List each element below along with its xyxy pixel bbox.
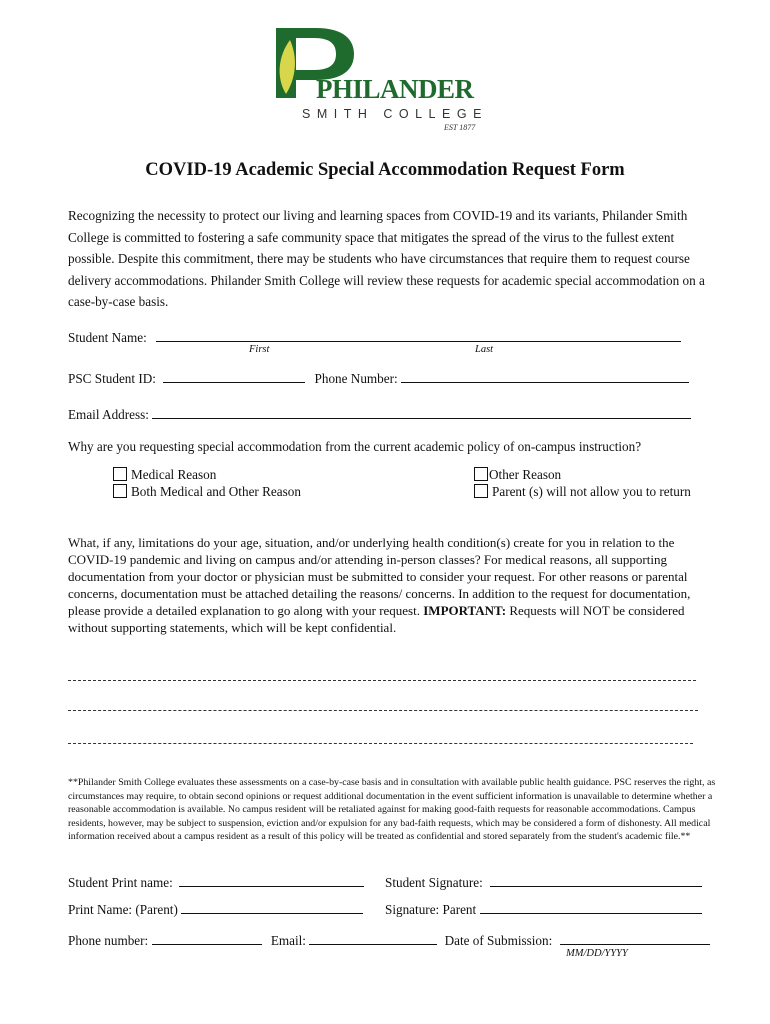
first-name-hint: First bbox=[249, 344, 270, 355]
medical-reason-option[interactable] bbox=[113, 467, 216, 483]
phone-label: Phone Number: bbox=[314, 371, 398, 386]
date-field[interactable] bbox=[560, 932, 710, 945]
important-text: Requests will NOT be considered without supporting statements, which will be kept confidential. bbox=[68, 603, 685, 635]
other-reason-label: Other Reason bbox=[489, 467, 562, 482]
date-format-hint: MM/DD/YYYY bbox=[566, 948, 628, 959]
student-signature-label: Student Signature: bbox=[385, 875, 483, 890]
both-reason-checkbox[interactable] bbox=[113, 484, 127, 498]
parent-reason-checkbox[interactable] bbox=[474, 484, 488, 498]
intro-paragraph: Recognizing the necessity to protect our living and learning spaces from COVID-19 and its variants, Philander Smith College is committed to fostering a safe community space that mitigates the spread of the virus to the fullest extent possible. Despite this commitment, there may be students who have circumstances that require them to request course delivery accommodations. Philander Smith College will review these requests for academic special accommodation on a case-by-case basis. bbox=[68, 208, 705, 309]
student-name-row bbox=[68, 328, 681, 346]
explanation-line-2[interactable] bbox=[68, 710, 698, 711]
email-field[interactable] bbox=[152, 405, 691, 419]
last-name-hint: Last bbox=[475, 344, 494, 355]
college-logo bbox=[272, 26, 512, 132]
id-phone-row bbox=[68, 369, 689, 387]
date-label: Date of Submission: bbox=[444, 933, 553, 948]
parent-reason-label: Parent (s) will not allow you to return bbox=[492, 484, 691, 499]
parent-signature-field[interactable] bbox=[480, 901, 702, 914]
medical-reason-label: Medical Reason bbox=[131, 467, 217, 482]
student-print-label: Student Print name: bbox=[68, 875, 173, 890]
parent-reason-option[interactable] bbox=[474, 484, 691, 500]
student-print-row bbox=[68, 874, 364, 891]
parent-print-label: Print Name: (Parent) bbox=[68, 902, 178, 917]
limitations-text: What, if any, limitations do your age, situation, and/or underlying health condition(s) create for you in relation to the COVID-19 pandemic and living on campus and/or attending in-person classes? For medical reasons, all supporting documentation from your doctor or physician must be submitted to consider your request. For other reasons or parental concerns, documentation must be attached detailing the reasons/ concerns. In addition to the request for documentation, please provide a detailed explanation to go along with your request. bbox=[68, 535, 691, 618]
phone2-field[interactable] bbox=[152, 932, 262, 945]
email2-field[interactable] bbox=[309, 932, 437, 945]
other-reason-checkbox[interactable] bbox=[474, 467, 488, 481]
student-signature-field[interactable] bbox=[490, 874, 702, 887]
both-reason-option[interactable] bbox=[113, 484, 301, 500]
phone-field[interactable] bbox=[401, 369, 689, 383]
email2-label: Email: bbox=[270, 933, 306, 948]
fine-print: **Philander Smith College evaluates these assessments on a case-by-case basis and in consultation with available public health guidance. PSC reserves the right, as circumstances may require, to obtain second opinions or request additional documentation in the event sufficient information is unavailable to determine whether a reasonable accommodation is available. No campus resident will be retaliated against for making good-faith requests for reasonable accommodations. Campus residents, however, may be subject to suspension, eviction and/or expulsion for any bad-faith requests, which may be considered a form of dishonesty. All medical information received about a campus resident as a result of this policy will be treated as confidential and stored separately from the student's academic file.** bbox=[68, 777, 716, 843]
email-row bbox=[68, 405, 691, 423]
parent-signature-row bbox=[385, 901, 702, 918]
logo-p-bowl bbox=[296, 28, 354, 80]
student-name-field[interactable] bbox=[156, 328, 681, 342]
important-label: IMPORTANT: bbox=[423, 603, 507, 618]
form-title: COVID-19 Academic Special Accommodation Request Form bbox=[145, 160, 625, 180]
student-print-field[interactable] bbox=[179, 874, 364, 887]
logo-name: PHILANDER bbox=[316, 74, 474, 104]
other-reason-option[interactable] bbox=[474, 467, 561, 483]
student-name-label: Student Name: bbox=[68, 330, 147, 345]
logo-est: EST 1877 bbox=[444, 123, 476, 132]
parent-signature-label: Signature: Parent bbox=[385, 902, 477, 917]
limitations-paragraph bbox=[68, 534, 718, 636]
logo-graphic bbox=[272, 26, 512, 132]
explanation-line-1[interactable] bbox=[68, 680, 696, 681]
contact-date-row bbox=[68, 932, 710, 949]
student-signature-row bbox=[385, 874, 702, 891]
parent-print-row bbox=[68, 901, 363, 918]
student-id-field[interactable] bbox=[163, 369, 305, 383]
phone2-label: Phone number: bbox=[68, 933, 149, 948]
logo-subtitle: SMITH COLLEGE bbox=[302, 107, 488, 121]
email-label: Email Address: bbox=[68, 407, 149, 422]
student-id-label: PSC Student ID: bbox=[68, 371, 156, 386]
medical-reason-checkbox[interactable] bbox=[113, 467, 127, 481]
reason-question: Why are you requesting special accommodation from the current academic policy of on-campus instruction? bbox=[68, 439, 642, 454]
both-reason-label: Both Medical and Other Reason bbox=[131, 484, 301, 499]
explanation-line-3[interactable] bbox=[68, 743, 693, 744]
parent-print-field[interactable] bbox=[181, 901, 363, 914]
